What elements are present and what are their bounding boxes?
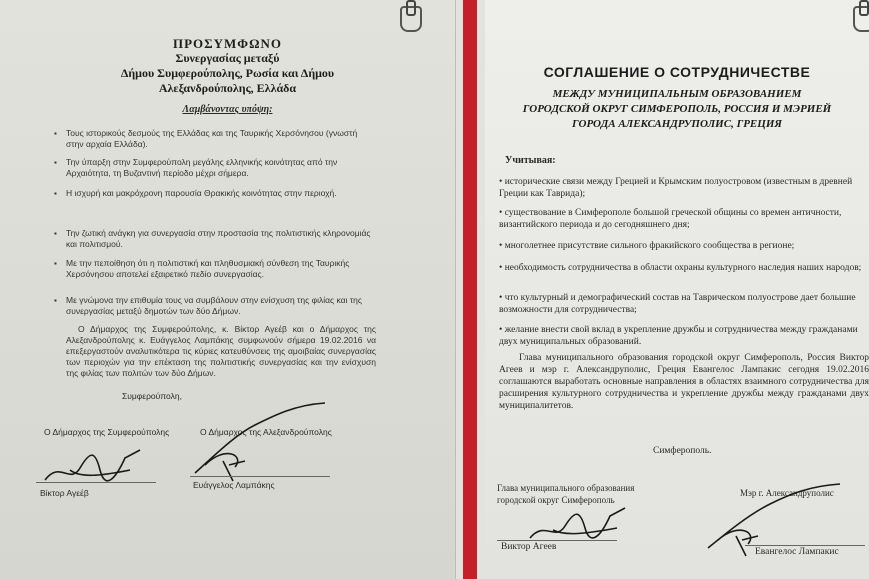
russian-list-item: • существование в Симферополе большой греческой общины со времен античности, византийского периода и до сегодняшнего дня; <box>499 208 842 230</box>
greek-mayor2-name: Ευάγγελος Λαμπάκης <box>193 480 275 490</box>
greek-subtitle-3: Αλεξανδρούπολης, Ελλάδα <box>158 81 297 95</box>
russian-list-item: • необходимость сотрудничества в области охраны культурного наследия наших народов; <box>499 263 862 273</box>
greek-list-item: ▪ Την ύπαρξη στην Συμφερούπολη μεγάλης ελληνικής κοινότητας από την Αρχαιότητα, τη Βυζαντινή περίοδο μέχρι σήμερα. <box>66 157 376 179</box>
greek-agreement-paragraph: Ο Δήμαρχος της Συμφερούπολης, κ. Βίκτορ Αγεέβ και ο Δήμαρχος της Αλεξανδρούπολης κ. Ευάγγελος Λαμπάκης συμφωνούν σήμερα 19.02.2016 να επεξεργαστούν αναλυτικότερα τις κύριες κατευθύνσεις της αμοιβαίας συνεργασίας των περιοχών για την επέκταση της πολιτιστικής συνεργασίας και την ενίσχυση της φιλίας των πολιτών των δύο Δήμων. <box>66 324 376 378</box>
russian-signatory1-subtitle: городской округ Симферополь <box>497 495 615 505</box>
russian-signatory2-title: Мэр г. Александруполис <box>740 488 834 498</box>
russian-city: Симферополь. <box>653 446 712 456</box>
russian-document-page <box>485 0 869 579</box>
russian-list-item: • что культурный и демографический состав на Таврическом полуострове дает большие возможности для сотрудничества; <box>499 293 856 315</box>
greek-list-item: ▪ Με γνώμονα την επιθυμία τους να συμβάλουν στην ενίσχυση της φιλίας και της συνεργασίας μεταξύ δημοτών των δύο Δήμων. <box>66 295 376 317</box>
russian-title: СОГЛАШЕНИЕ О СОТРУДНИЧЕСТВЕ <box>543 64 811 80</box>
greek-title: ΠΡΟΣΥΜΦΩΝΟ <box>172 36 282 51</box>
signature-line <box>745 545 865 546</box>
signature-line <box>190 476 330 477</box>
signature-line <box>497 540 617 541</box>
russian-list-item: • желание внести свой вклад в укрепление дружбы и сотрудничества между гражданами двух муниципальных образований. <box>499 325 858 347</box>
russian-signatory1-title: Глава муниципального образования <box>497 483 635 493</box>
greek-signature-2 <box>185 395 345 485</box>
russian-agreement-paragraph: Глава муниципального образования городской округ Симферополь, Россия Виктор Агеев и мэр г. Александруполис, Греция Евангелос Лампакис сегодня 19.02.2016 соглашаются выработать основные направления в областях взаимного сотрудничества для расширения культурного сотрудничества и укрепление дружбы между гражданами двух муниципалитетов. <box>499 353 869 411</box>
russian-signatory2-name: Евангелос Лампакис <box>755 547 839 557</box>
greek-list-item: ▪ Τους ιστορικούς δεσμούς της Ελλάδας και της Ταυρικής Χερσόνησου (γνωστή στην αρχαία Ελλάδα). <box>66 128 376 150</box>
red-ribbon <box>463 0 477 579</box>
russian-list-item: • исторические связи между Грецией и Крымским полуостровом (известным в древней Греции как Таврида); <box>499 177 853 199</box>
greek-list-item: ▪ Η ισχυρή και μακρόχρονη παρουσία Θρακικής κοινότητας στην περιοχή. <box>66 188 376 199</box>
russian-subtitle-2: ГОРОДСКОЙ ОКРУГ СИМФЕРОПОЛЬ, РОССИЯ И МЭРИЕЙ <box>522 103 832 115</box>
greek-mayor1-name: Βίκτορ Αγεέβ <box>40 488 89 498</box>
russian-list-item: • многолетнее присутствие сильного фракийского сообщества в регионе; <box>499 241 795 251</box>
greek-list-item: ▪ Την ζωτική ανάγκη για συνεργασία στην προστασία της πολιτιστικής κληρονομιάς και πολιτισμού. <box>66 228 376 250</box>
greek-city: Συμφερούπολη, <box>122 391 182 401</box>
signature-line <box>36 482 156 483</box>
russian-subtitle-3: ГОРОДА АЛЕКСАНДРУПОЛИС, ГРЕЦИЯ <box>572 118 782 130</box>
greek-mayor1-label: Ο Δήμαρχος της Συμφερούπολης <box>44 427 170 437</box>
russian-subtitle-1: МЕЖДУ МУНИЦИПАЛЬНЫМ ОБРАЗОВАНИЕМ <box>552 88 802 100</box>
greek-mayor2-label: Ο Δήμαρχος της Αλεξανδρούπολης <box>200 427 332 437</box>
russian-signatory1-name: Виктор Агеев <box>501 542 557 552</box>
greek-considering-heading: Λαμβάνοντας υπόψη: <box>182 104 273 115</box>
binder-clip-icon <box>853 6 869 32</box>
russian-signature-2 <box>700 478 850 558</box>
binder-clip-icon <box>400 6 422 32</box>
greek-subtitle-2: Δήμου Συμφερούπολης, Ρωσία και Δήμου <box>120 66 335 80</box>
greek-list-item: ▪ Με την πεποίθηση ότι η πολιτιστική και πληθυσμιακή σύνθεση της Ταυρικής Χερσόνησου αποτελεί εξαιρετικό πεδίο συνεργασίας. <box>66 258 376 280</box>
greek-subtitle-1: Συνεργασίας μεταξύ <box>175 51 280 65</box>
russian-considering-heading: Учитывая: <box>505 155 556 166</box>
